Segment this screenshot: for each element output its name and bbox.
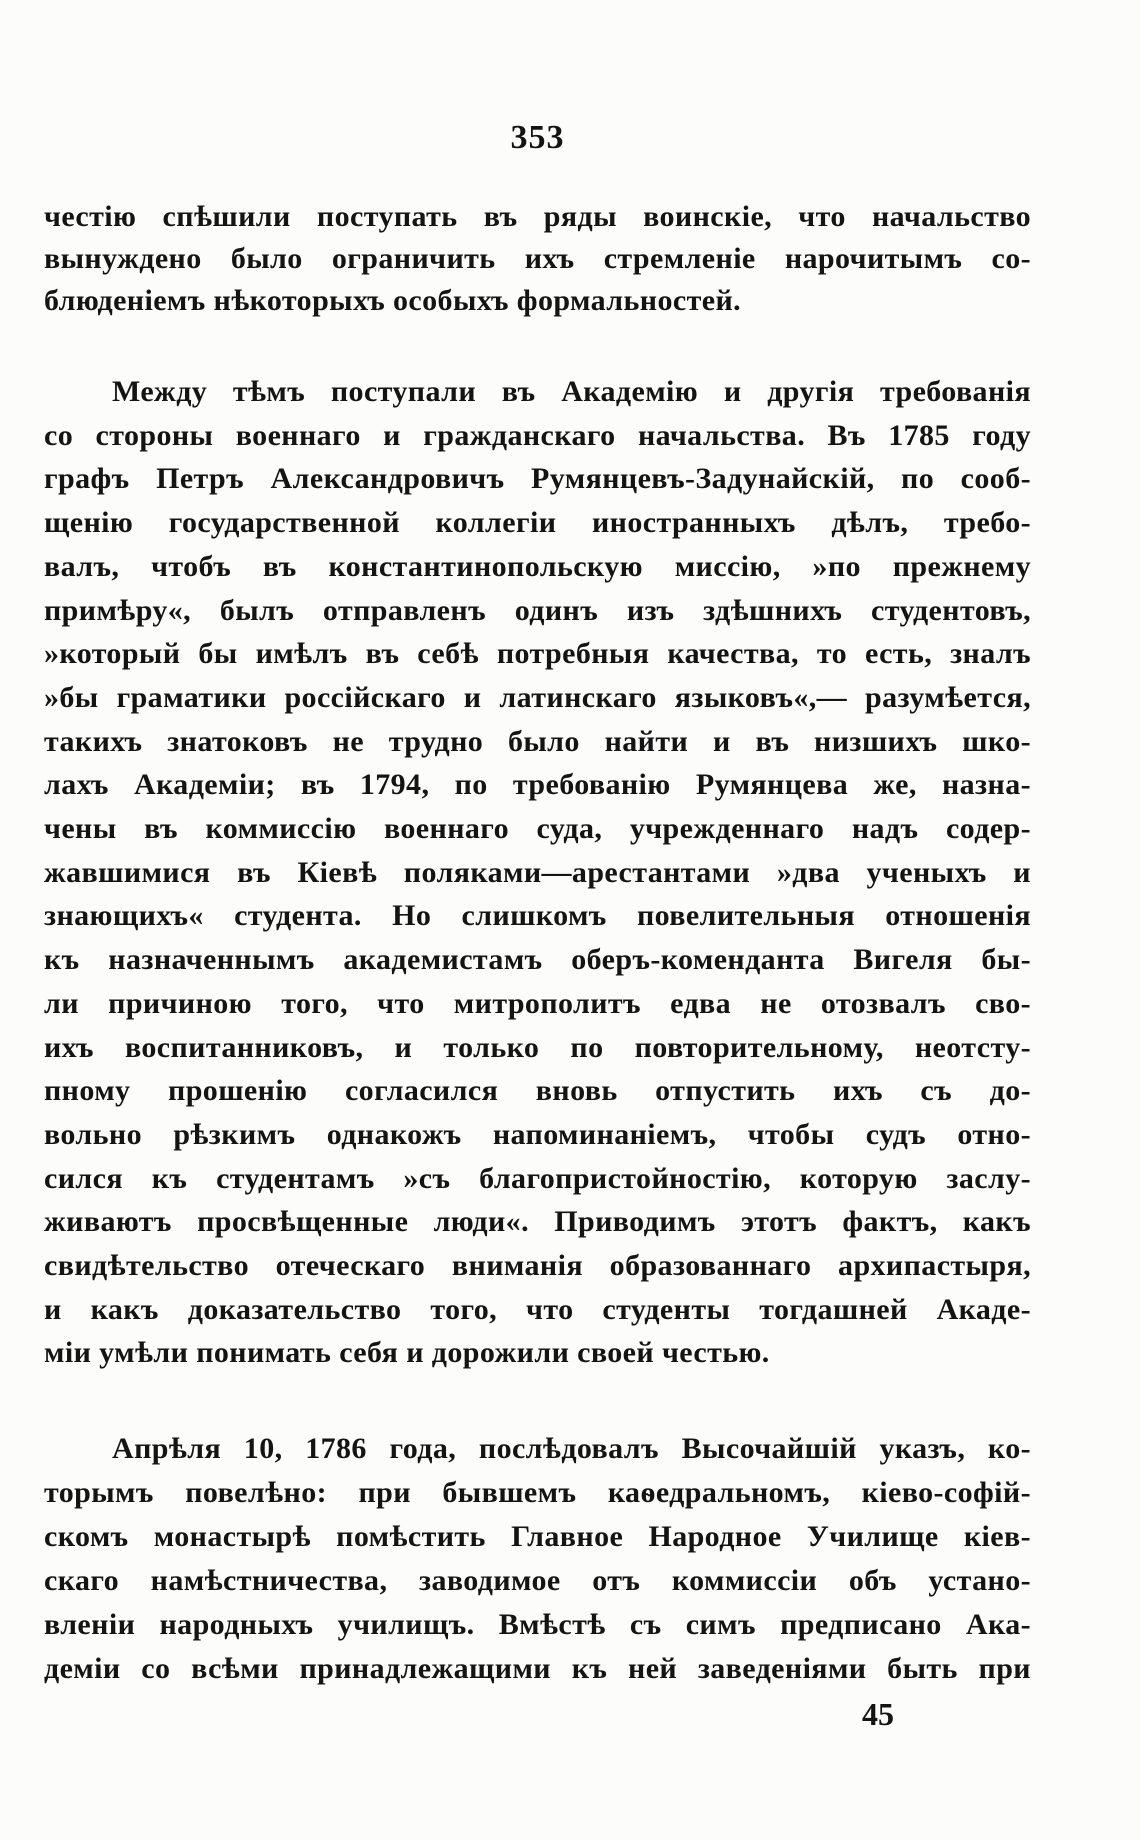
text-line: »который бы имѣлъ въ себѣ потребныя качества, то есть, зналъ [44, 637, 1031, 671]
text-line: блюденіемъ нѣкоторыхъ особыхъ формальностей. [44, 284, 742, 317]
paragraph-continuation [44, 196, 1031, 322]
text-line: честію спѣшили поступать въ ряды воинскіе, что начальство [44, 200, 1031, 233]
text-line: жавшимися въ Кіевѣ поляками—арестантами »два ученыхъ и [44, 855, 1031, 889]
paragraph-decree [44, 1427, 1031, 1691]
text-line: валъ, чтобъ въ константинопольскую миссію, »по прежнему [44, 549, 1031, 583]
text-line: ли причиною того, что митрополитъ едва не отозвалъ сво- [44, 986, 1031, 1020]
text-line: графъ Петръ Александровичъ Румянцевъ-Задунайскій, по сооб- [44, 462, 1031, 496]
text-line: лахъ Академіи; въ 1794, по требованію Румянцева же, назна- [44, 768, 1031, 802]
text-line: ихъ воспитанниковъ, и только по повторительному, неотсту- [44, 1030, 1031, 1064]
text-line: живаютъ просвѣщенные люди«. Приводимъ этотъ фактъ, какъ [44, 1205, 1031, 1239]
text-line: торымъ повелѣно: при бывшемъ каѳедральномъ, кіево-софій- [44, 1476, 1031, 1509]
signature-mark: 45 [862, 1696, 894, 1732]
text-line: деміи со всѣми принадлежащими къ ней заведеніями быть при [44, 1652, 1031, 1685]
page-number: 353 [510, 119, 565, 156]
text-line: такихъ знатоковъ не трудно было найти и въ низшихъ шко- [44, 724, 1031, 758]
text-line: знающихъ« студента. Но слишкомъ повелительныя отношенія [44, 899, 1031, 933]
text-line: сился къ студентамъ »съ благопристойностію, которую заслу- [44, 1161, 1031, 1195]
text-line: къ назначеннымъ академистамъ оберъ-коменданта Вигеля бы- [44, 943, 1031, 977]
text-line: пному прошенію согласился вновь отпустить ихъ съ до- [44, 1074, 1031, 1108]
text-line: щенію государственной коллегіи иностранныхъ дѣлъ, требо- [44, 506, 1031, 540]
text-line: вынуждено было ограничить ихъ стремленіе нарочитымъ со- [44, 242, 1031, 275]
text-line: скомъ монастырѣ помѣстить Главное Народное Училище кіев- [44, 1520, 1031, 1553]
text-line: вольно рѣзкимъ однакожъ напоминаніемъ, чтобы судъ отно- [44, 1117, 1031, 1151]
paragraph-requests [44, 370, 1031, 1375]
text-line: чены въ коммиссію военнаго суда, учрежденнаго надъ содер- [44, 812, 1031, 846]
text-line: скаго намѣстничества, заводимое отъ коммиссіи объ устано- [44, 1564, 1031, 1597]
text-line: міи умѣли понимать себя и дорожили своей честью. [44, 1336, 770, 1370]
text-line: примѣру«, былъ отправленъ одинъ изъ здѣшнихъ студентовъ, [44, 593, 1031, 627]
text-line: Между тѣмъ поступали въ Академію и другія требованія [112, 375, 1031, 408]
text-line: свидѣтельство отеческаго вниманія образованнаго архипастыря, [44, 1249, 1031, 1283]
text-line: и какъ доказательство того, что студенты тогдашней Акаде- [44, 1292, 1031, 1326]
text-line: со стороны военнаго и гражданскаго начальства. Въ 1785 году [44, 418, 1031, 452]
text-line: вленіи народныхъ училищъ. Вмѣстѣ съ симъ предписано Ака- [44, 1608, 1031, 1641]
text-line: »бы граматики россійскаго и латинскаго языковъ«,— разумѣется, [44, 680, 1031, 714]
text-line: Апрѣля 10, 1786 года, послѣдовалъ Высочайшій указъ, ко- [112, 1432, 1031, 1465]
